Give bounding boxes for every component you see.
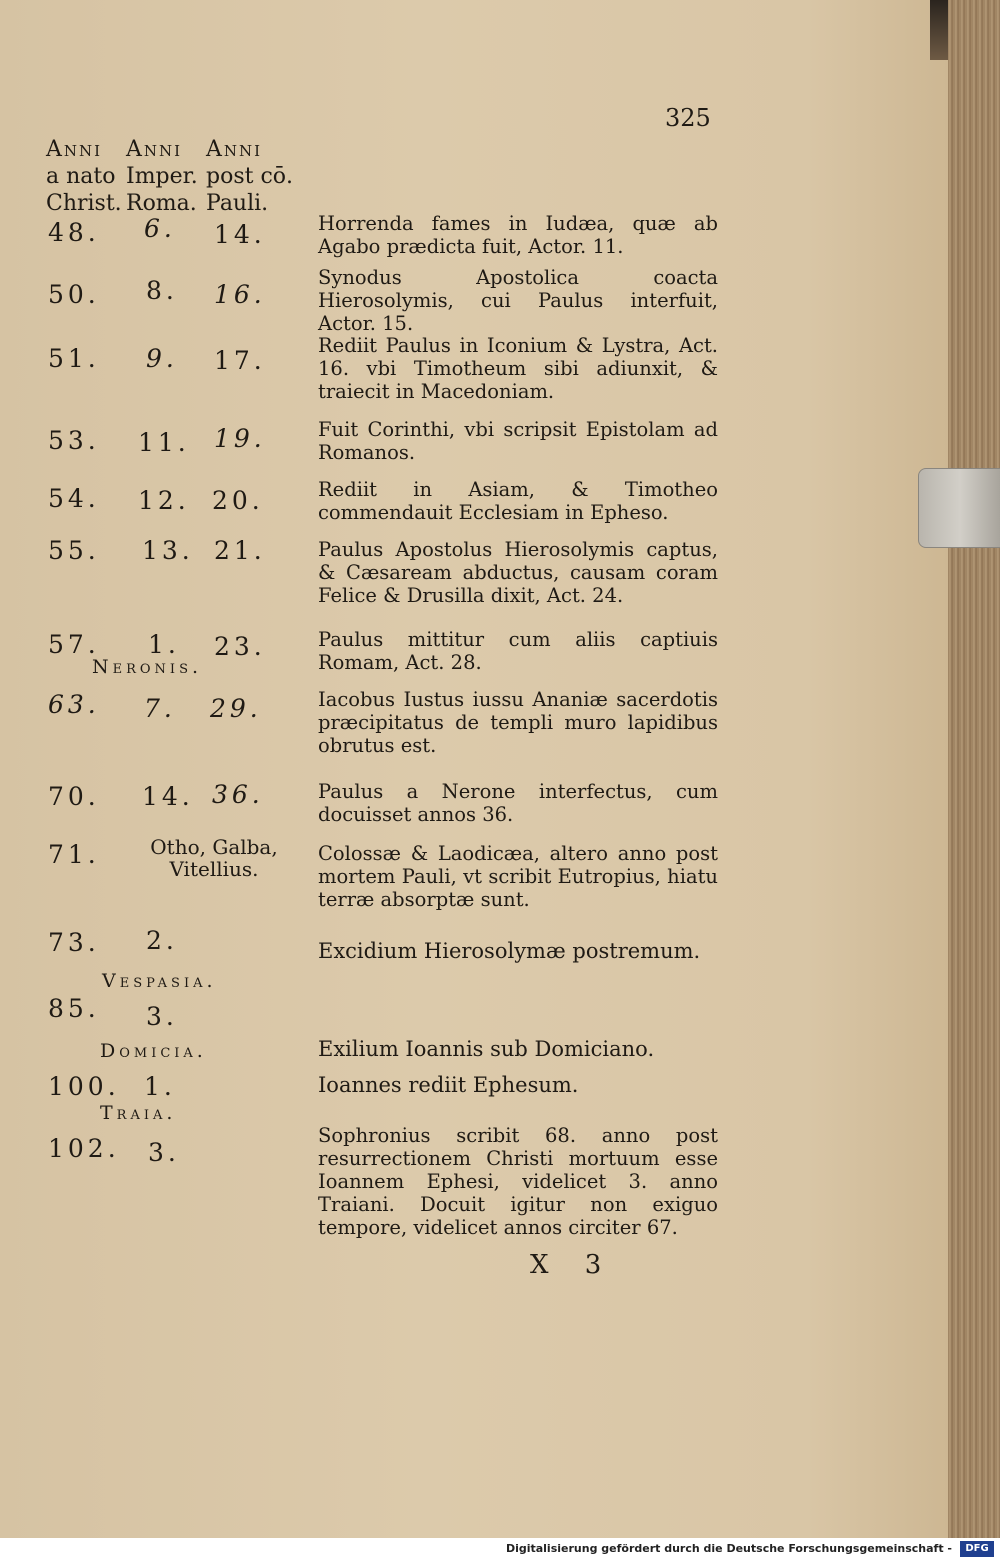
header-col2-line1: Anni	[126, 137, 183, 162]
year-christ: 57.	[48, 630, 100, 659]
year-pauli: 20.	[212, 486, 264, 515]
header-column-anni-imper	[126, 136, 198, 217]
header-col1-line2: a nato	[46, 164, 116, 189]
year-christ: 50.	[48, 280, 100, 309]
year-christ: 70.	[48, 782, 100, 811]
year-christ: 71.	[48, 840, 100, 869]
year-imperial: 9.	[146, 344, 178, 373]
header-col1-line1: Anni	[46, 137, 103, 162]
year-imperial: 2.	[146, 926, 178, 955]
year-christ: 54.	[48, 484, 100, 513]
year-christ: 85.	[48, 994, 100, 1023]
header-col2-line2: Imper.	[126, 164, 198, 189]
year-pauli: 36.	[212, 780, 264, 809]
entry-text: Exilium Ioannis sub Domiciano.	[318, 1037, 655, 1061]
year-imperial: 1.	[148, 630, 180, 659]
year-christ: 51.	[48, 344, 100, 373]
footer-credit-text: Digitalisierung gefördert durch die Deutsche Forschungsgemeinschaft -	[505, 1542, 952, 1555]
bookmark-tab	[918, 468, 1000, 548]
year-christ: 102.	[48, 1134, 120, 1163]
page-number: 325	[665, 104, 711, 132]
entry-text: Rediit Paulus in Iconium & Lystra, Act. 16. vbi Timotheum sibi adiunxit, & traiecit in Macedoniam.	[318, 334, 718, 403]
year-imperial: 12.	[138, 486, 190, 515]
header-col2-line3: Roma.	[126, 191, 197, 216]
entry-text: Fuit Corinthi, vbi scripsit Epistolam ad Romanos.	[318, 418, 718, 464]
year-pauli: 21.	[214, 536, 266, 565]
year-imperial: 3.	[146, 1002, 178, 1031]
entry-text: Iacobus Iustus iussu Ananiæ sacerdotis præcipitatus de templi muro lapidibus obrutus est.	[318, 688, 718, 757]
year-imperial: 6.	[144, 214, 176, 243]
header-column-anni-christ	[46, 136, 122, 217]
entry-text: Paulus mittitur cum aliis captiuis Romam, Act. 28.	[318, 628, 718, 674]
year-pauli: 19.	[214, 424, 266, 453]
header-col1-line3: Christ.	[46, 191, 122, 216]
year-christ: 55.	[48, 536, 100, 565]
year-imperial: 8.	[146, 276, 178, 305]
dfg-logo: DFG	[960, 1541, 994, 1557]
emperor-label-vespasia: Vespasia.	[102, 970, 217, 992]
year-imperial: 13.	[142, 536, 194, 565]
year-pauli: 23.	[214, 632, 266, 661]
entry-text: Ioannes rediit Ephesum.	[318, 1073, 579, 1097]
book-page-edges	[948, 0, 1000, 1538]
emperors-otho-galba-vitellius: Otho, Galba, Vitellius.	[150, 835, 278, 881]
footer-bar	[0, 1538, 1000, 1562]
year-christ: 63.	[48, 690, 100, 719]
entry-text: Horrenda fames in Iudæa, quæ ab Agabo prædicta fuit, Actor. 11.	[318, 212, 718, 258]
year-christ: 73.	[48, 928, 100, 957]
header-column-anni-pauli	[206, 136, 293, 217]
entry-text: Synodus Apostolica coacta Hierosolymis, cui Paulus interfuit, Actor. 15.	[318, 266, 718, 335]
year-pauli: 17.	[214, 346, 266, 375]
header-col3-line3: Pauli.	[206, 191, 269, 216]
year-pauli: 16.	[214, 280, 266, 309]
year-christ: 100.	[48, 1072, 120, 1101]
year-imperial: 7.	[144, 694, 176, 723]
emperor-label-neronis: Neronis.	[92, 656, 203, 678]
year-christ: 53.	[48, 426, 100, 455]
emperor-label-domicia: Domicia.	[100, 1040, 207, 1062]
year-christ: 48.	[48, 218, 100, 247]
year-pauli: 14.	[214, 220, 266, 249]
entry-text: Paulus a Nerone interfectus, cum docuisset annos 36.	[318, 780, 718, 826]
year-imperial: 14.	[142, 782, 194, 811]
year-imperial: 3.	[148, 1138, 180, 1167]
header-col3-line1: Anni	[206, 137, 263, 162]
year-imperial: 11.	[138, 428, 190, 457]
entry-text: Sophronius scribit 68. anno post resurrectionem Christi mortuum esse Ioannem Ephesi, videlicet 3. anno Traiani. Docuit igitur non exiguo tempore, videlicet annos circiter 67.	[318, 1124, 718, 1239]
year-pauli: 29.	[210, 694, 262, 723]
header-col3-line2: post cō.	[206, 164, 294, 189]
entry-text: Excidium Hierosolymæ postremum.	[318, 939, 701, 963]
entry-text: Paulus Apostolus Hierosolymis captus, & Cæsaream abductus, causam coram Felice & Drusilla dixit, Act. 24.	[318, 538, 718, 607]
entry-text: Rediit in Asiam, & Timotheo commendauit Ecclesiam in Epheso.	[318, 478, 718, 524]
year-imperial: 1.	[144, 1072, 176, 1101]
emperor-label-traia: Traia.	[100, 1102, 177, 1124]
entry-text: Colossæ & Laodicæa, altero anno post mortem Pauli, vt scribit Eutropius, hiatu terræ absorptæ sunt.	[318, 842, 718, 911]
signature-mark: X 3	[530, 1250, 616, 1280]
